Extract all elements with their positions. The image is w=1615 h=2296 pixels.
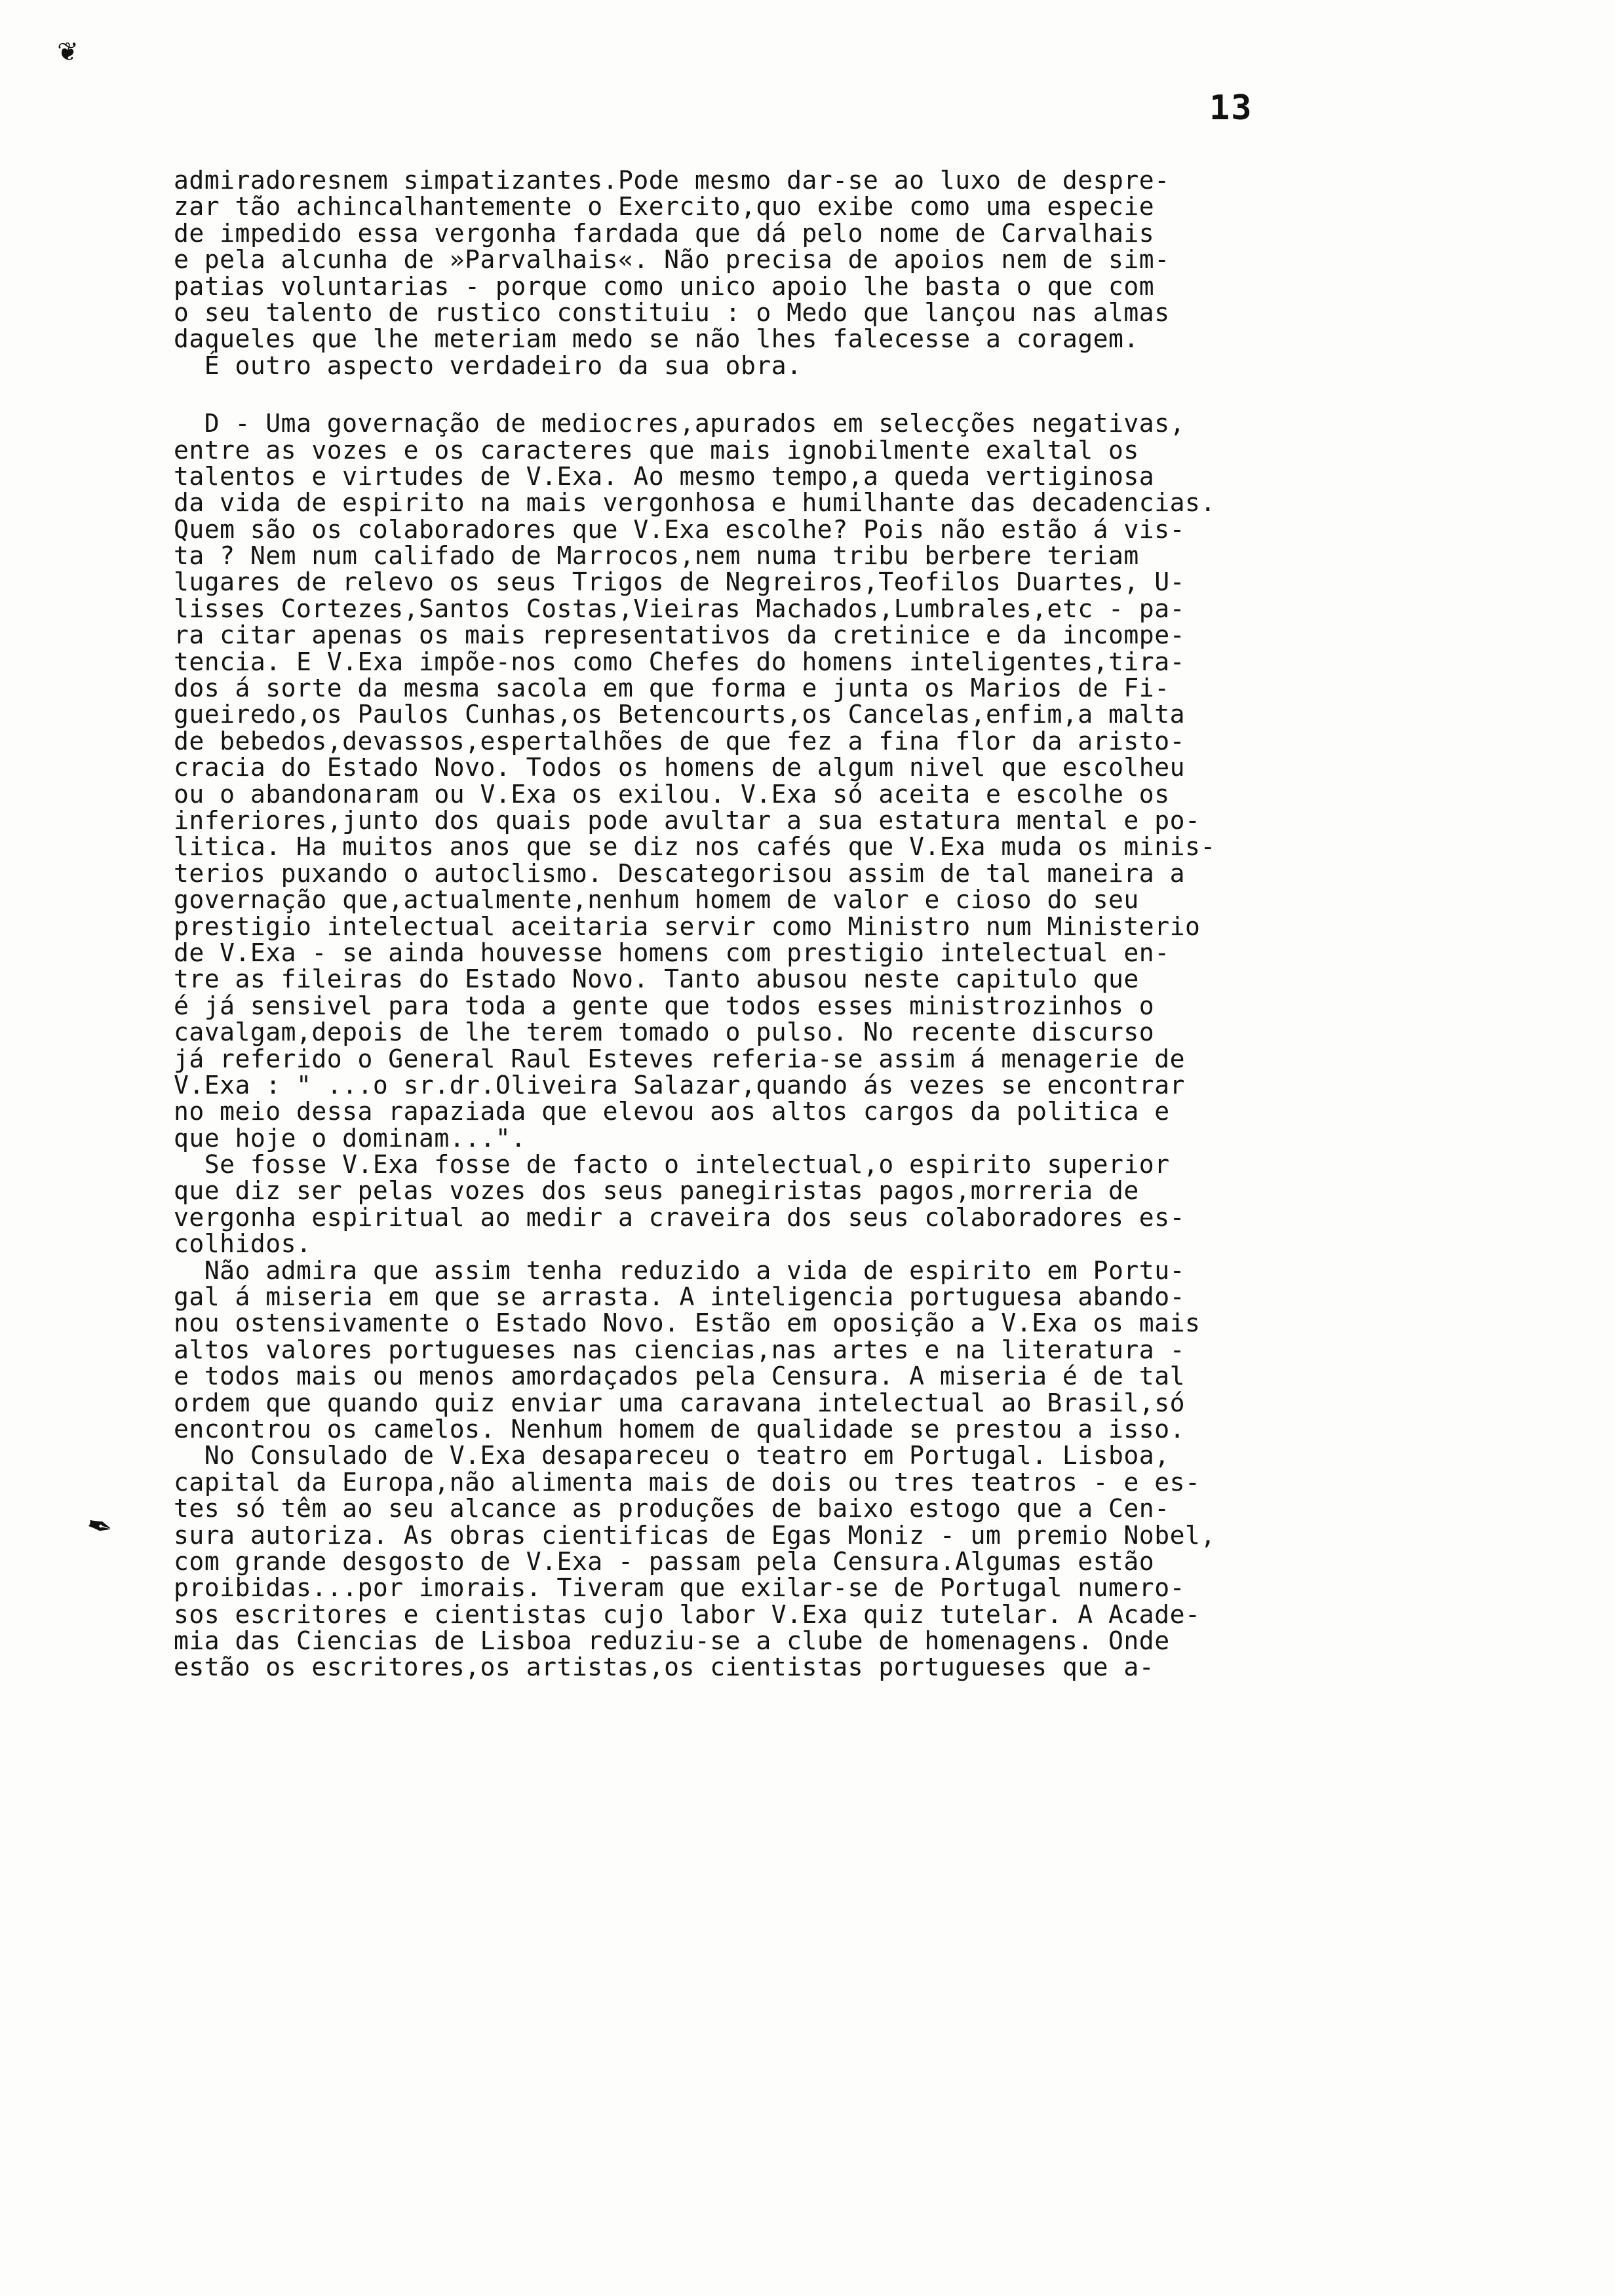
paragraph-p4 [174,1257,1491,1443]
text-line: proibidas...por imorais. Tiveram que exilar-se de Portugal numero- [174,1573,1185,1603]
text-line: D - Uma governação de mediocres,apurados em selecções negativas, [174,409,1185,438]
text-line: que hoje o dominam...". [174,1123,526,1153]
paragraph-p5 [174,1442,1491,1681]
text-line: com grande desgosto de V.Exa - passam pela Censura.Algumas estão [174,1546,1155,1576]
text-line: de V.Exa - se ainda houvesse homens com prestigio intelectual en- [174,938,1170,967]
text-line: já referido o General Raul Esteves referia-se assim á menagerie de [174,1044,1185,1073]
text-line: de bebedos,devassos,espertalhões de que fez a fina flor da aristo- [174,726,1185,756]
text-line: o seu talento de rustico constituiu : o Medo que lançou nas almas [174,297,1170,327]
text-line: terios puxando o autoclismo. Descategorisou assim de tal maneira a [174,858,1185,888]
text-line: de impedido essa vergonha fardada que dá pelo nome de Carvalhais [174,218,1155,248]
text-line: ra citar apenas os mais representativos da cretinice e da incompe- [174,621,1185,650]
text-line: ou o abandonaram ou V.Exa os exilou. V.Exa só aceita e escolhe os [174,779,1170,809]
text-line: capital da Europa,não alimenta mais de dois ou tres teatros - e es- [174,1467,1201,1497]
text-line: V.Exa : " ...o sr.dr.Oliveira Salazar,quando ás vezes se encontrar [174,1070,1185,1100]
text-line: É outro aspecto verdadeiro da sua obra. [174,351,802,380]
text-line: Quem são os colaboradores que V.Exa escolhe? Pois não estão á vis- [174,514,1185,544]
typed-letter-body [174,167,1491,1681]
text-line: lisses Cortezes,Santos Costas,Vieiras Machados,Lumbrales,etc - pa- [174,594,1185,623]
text-line: zar tão achincalhantemente o Exercito,quo exibe como uma especie [174,192,1155,221]
text-line: tencia. E V.Exa impõe-nos como Chefes do homens inteligentes,tira- [174,647,1185,676]
text-line: sos escritores e cientistas cujo labor V.Exa quiz tutelar. A Acade- [174,1599,1201,1629]
text-line: ordem que quando quiz enviar uma caravana intelectual ao Brasil,só [174,1388,1185,1417]
text-line: gal á miseria em que se arrasta. A inteligencia portuguesa abando- [174,1282,1185,1312]
paragraph-p2 [174,410,1491,1151]
text-line: estão os escritores,os artistas,os cientistas portugueses que a- [174,1653,1155,1682]
text-line: No Consulado de V.Exa desapareceu o teatro em Portugal. Lisboa, [174,1441,1170,1470]
text-line: altos valores portugueses nas ciencias,nas artes e na literatura - [174,1335,1185,1364]
text-line: inferiores,junto dos quais pode avultar a sua estatura mental e po- [174,805,1201,835]
text-line: da vida de espirito na mais vergonhosa e humilhante das decadencias. [174,488,1216,518]
text-line: Não admira que assim tenha reduzido a vida de espirito em Portu- [174,1255,1185,1285]
text-line: que diz ser pelas vozes dos seus panegiristas pagos,morreria de [174,1176,1139,1206]
paragraph-p3 [174,1151,1491,1257]
text-line: tes só têm ao seu alcance as produções de baixo estogo que a Cen- [174,1494,1170,1523]
text-line: tre as fileiras do Estado Novo. Tanto abusou neste capitulo que [174,965,1139,994]
paragraph-gap [174,379,1491,410]
text-line: e todos mais ou menos amordaçados pela Censura. A miseria é de tal [174,1362,1185,1391]
text-line: é já sensivel para toda a gente que todos esses ministrozinhos o [174,991,1155,1020]
page-number: 13 [1209,88,1253,128]
text-line: encontrou os camelos. Nenhum homem de qualidade se prestou a isso. [174,1414,1185,1444]
text-line: gueiredo,os Paulos Cunhas,os Betencourts,os Cancelas,enfim,a malta [174,700,1185,729]
text-line: nou ostensivamente o Estado Novo. Estão em oposição a V.Exa os mais [174,1309,1201,1338]
text-line: prestigio intelectual aceitaria servir como Ministro num Ministerio [174,911,1201,941]
text-line: entre as vozes e os caracteres que mais ignobilmente exaltal os [174,435,1139,465]
text-line: dos á sorte da mesma sacola em que forma e junta os Marios de Fi- [174,674,1170,703]
text-line: admiradoresnem simpatizantes.Pode mesmo dar-se ao luxo de despre- [174,166,1170,195]
text-line: cavalgam,depois de lhe terem tomado o pulso. No recente discurso [174,1018,1155,1047]
text-line: talentos e virtudes de V.Exa. Ao mesmo tempo,a queda vertiginosa [174,461,1155,491]
text-line: daqueles que lhe meteriam medo se não lhes falecesse a coragem. [174,324,1139,354]
margin-mark-top: ❦ [58,31,77,68]
text-line: e pela alcunha de »Parvalhais«. Não precisa de apoios nem de sim- [174,245,1170,275]
text-line: mia das Ciencias de Lisboa reduziu-se a clube de homenagens. Onde [174,1626,1170,1656]
text-line: sura autoriza. As obras cientificas de Egas Moniz - um premio Nobel, [174,1520,1216,1550]
text-line: colhidos. [174,1229,312,1259]
text-line: patias voluntarias - porque como unico apoio lhe basta o que com [174,271,1155,301]
text-line: no meio dessa rapaziada que elevou aos altos cargos da politica e [174,1097,1170,1126]
text-line: cracia do Estado Novo. Todos os homens de algum nivel que escolheu [174,753,1185,782]
text-line: ta ? Nem num califado de Marrocos,nem numa tribu berbere teriam [174,541,1139,571]
text-line: litica. Ha muitos anos que se diz nos cafés que V.Exa muda os minis- [174,832,1216,862]
text-line: lugares de relevo os seus Trigos de Negreiros,Teofilos Duartes, U- [174,567,1185,597]
text-line: Se fosse V.Exa fosse de facto o intelectual,o espirito superior [174,1150,1170,1179]
text-line: vergonha espiritual ao medir a craveira dos seus colaboradores es- [174,1202,1185,1232]
paragraph-p1 [174,167,1491,379]
text-line: governação que,actualmente,nenhum homem de valor e cioso do seu [174,885,1139,915]
margin-mark-left: ✒ [83,1498,118,1548]
